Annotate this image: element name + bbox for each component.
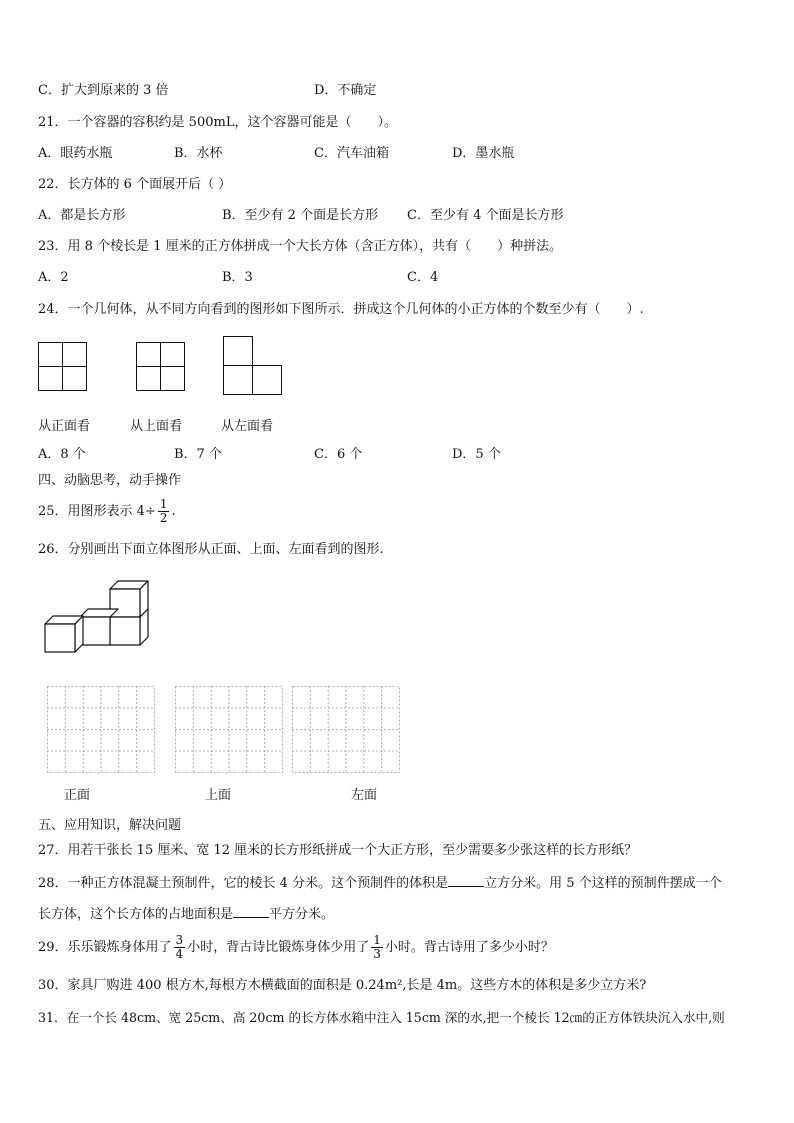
q29 xyxy=(38,930,554,966)
q23-option-b: B．3 xyxy=(222,270,253,285)
q25-prefix: 25．用图形表示 4÷ xyxy=(38,504,156,519)
fraction-numerator: 1 xyxy=(373,933,381,947)
q22-stem: 22．长方体的 6 个面展开后（ ） xyxy=(38,177,232,192)
q31: 31．在一个长 48cm、宽 25cm、高 20cm 的长方体水箱中注入 15cm 深的水,把一个棱长 12㎝的正方体铁块沉入水中,则 xyxy=(38,1010,725,1025)
q27: 27．用若干张长 15 厘米、宽 12 厘米的长方形纸拼成一个大正方形，至少需要多少张这样的长方形纸？ xyxy=(38,843,638,858)
view-label-top: 从上面看 xyxy=(130,419,183,434)
left-view-figure xyxy=(223,336,285,398)
q21-option-a: A．眼药水瓶 xyxy=(38,146,113,161)
q28-part3: 长方体，这个长方体的占地面积是 xyxy=(38,907,234,922)
front-view-figure xyxy=(38,342,88,392)
q24-stem: 24．一个几何体，从不同方向看到的图形如下图所示．拼成这个几何体的小正方体的个数至少有（ ）. xyxy=(38,302,644,317)
front-view-grid[interactable] xyxy=(47,686,157,774)
q22-option-a: A．都是长方形 xyxy=(38,208,126,223)
q21-option-d: D．墨水瓶 xyxy=(452,146,515,161)
grid-label-top: 上面 xyxy=(205,788,232,803)
q24-option-b: B．7 个 xyxy=(174,447,222,462)
q25-suffix: . xyxy=(171,504,176,519)
q21-stem: 21．一个容器的容积约是 500mL，这个容器可能是（ ）。 xyxy=(38,115,397,130)
fraction-numerator: 1 xyxy=(159,497,168,511)
q21-option-c: C．汽车油箱 xyxy=(314,146,389,161)
view-label-left: 从左面看 xyxy=(221,419,274,434)
fraction-denominator: 4 xyxy=(175,947,184,961)
q28-line1 xyxy=(38,874,722,892)
q28-part1: 28．一种正方体混凝土预制件，它的棱长 4 分米。这个预制件的体积是 xyxy=(38,876,449,891)
q20-option-c: C．扩大到原来的 3 倍 xyxy=(38,83,169,98)
q23-option-a: A．2 xyxy=(38,270,69,285)
q24-option-c: C．6 个 xyxy=(314,447,363,462)
q29-fraction-2 xyxy=(371,934,383,961)
q25 xyxy=(38,497,176,527)
grid-label-front: 正面 xyxy=(64,788,91,803)
q28-answer-blank-2[interactable] xyxy=(233,905,269,918)
top-view-grid[interactable] xyxy=(175,686,285,774)
q29-part3: 小时。背古诗用了多少小时？ xyxy=(384,940,554,955)
q25-fraction xyxy=(158,498,170,525)
q28-line2 xyxy=(38,905,334,923)
section-4-heading: 四、动脑思考，动手操作 xyxy=(38,473,182,488)
q22-option-c: C．至少有 4 个面是长方形 xyxy=(407,208,564,223)
q29-part1: 29．乐乐锻炼身体用了 xyxy=(38,940,172,955)
q20-option-d: D．不确定 xyxy=(314,83,377,98)
section-5-heading: 五、应用知识，解决问题 xyxy=(38,818,182,833)
q28-part2: 立方分米。用 5 个这样的预制件摆成一个 xyxy=(484,876,722,891)
q29-part2: 小时，背古诗比锻炼身体少用了 xyxy=(187,940,370,955)
cube-stack-figure xyxy=(44,580,154,654)
q23-stem: 23．用 8 个棱长是 1 厘米的正方体拼成一个大长方体（含正方体），共有（ ）种拼法。 xyxy=(38,239,563,254)
q28-answer-blank-1[interactable] xyxy=(448,874,484,887)
grid-label-left: 左面 xyxy=(351,788,378,803)
q23-option-c: C．4 xyxy=(407,270,439,285)
fraction-denominator: 3 xyxy=(373,947,381,961)
view-label-front: 从正面看 xyxy=(38,419,91,434)
q22-option-b: B．至少有 2 个面是长方形 xyxy=(222,208,379,223)
top-view-figure xyxy=(136,342,186,392)
q26-stem: 26．分别画出下面立体图形从正面、上面、左面看到的图形. xyxy=(38,542,384,557)
q28-part4: 平方分米。 xyxy=(269,907,335,922)
fraction-numerator: 3 xyxy=(175,933,184,947)
q29-fraction-1 xyxy=(174,934,186,961)
q24-option-a: A．8 个 xyxy=(38,447,86,462)
q30: 30．家具厂购进 400 根方木,每根方木横截面的面积是 0.24m²,长是 4m。这些方木的体积是多少立方米? xyxy=(38,978,647,993)
fraction-denominator: 2 xyxy=(159,511,168,525)
q24-option-d: D．5 个 xyxy=(452,447,501,462)
left-view-grid[interactable] xyxy=(292,686,402,774)
q21-option-b: B．水杯 xyxy=(174,146,223,161)
